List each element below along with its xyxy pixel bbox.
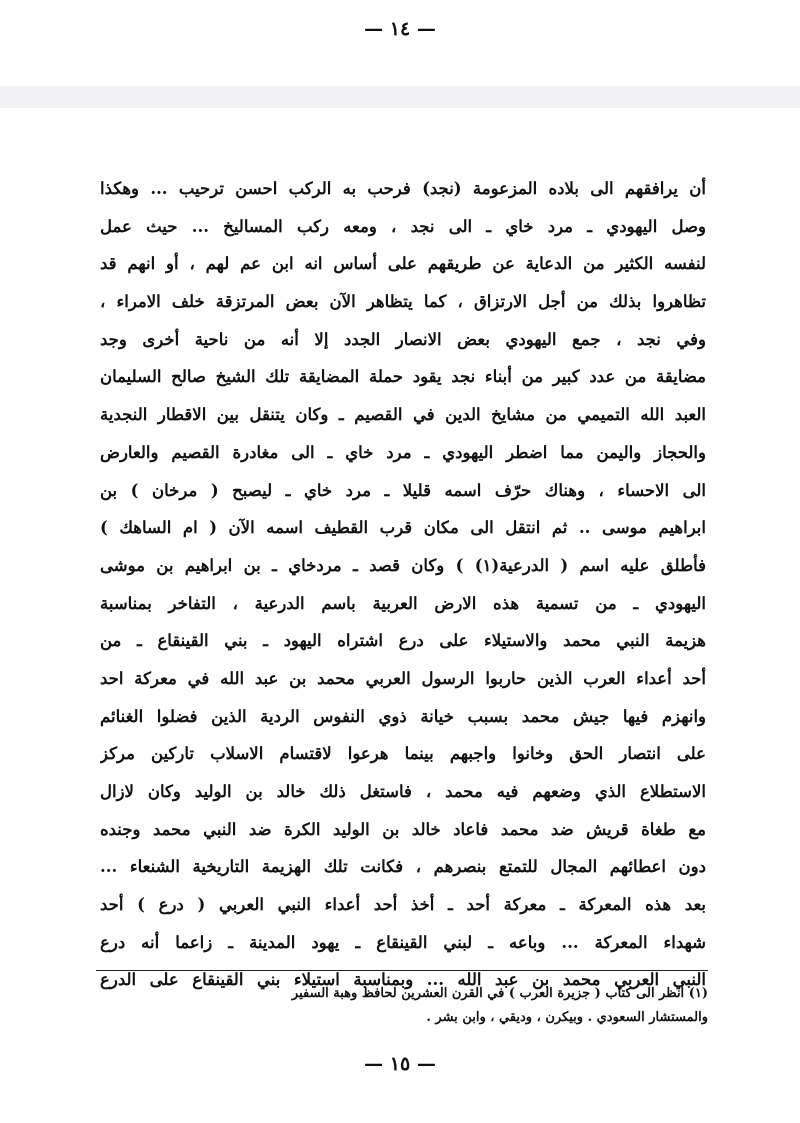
text-line: شهداء المعركة ... وباعه ـ لبني القينقاع ـ يهود المدينة ـ زاعما أنه درع xyxy=(100,932,706,952)
text-line: لنفسه الكثير من الدعاية عن طريقهم على أساس انه ابن عم لهم ، أو انهم قد xyxy=(100,254,706,274)
text-line: مع طغاة قريش ضد محمد فاعاد خالد بن الوليد الكرة ضد النبي محمد وجنده xyxy=(100,819,706,839)
footnote-divider xyxy=(96,970,708,971)
text-line: دون اعطائهم المجال للتمتع بنصرهم ، فكانت تلك الهزيمة التاريخية الشنعاء ... xyxy=(100,857,706,877)
text-line: العبد الله التميمي من مشايخ الدين في القصيم ـ وكان يتنقل بين الاقطار النجدية xyxy=(100,405,706,425)
text-line: فأطلق عليه اسم ( الدرعية(١) ) وكان قصد ـ مردخاي ـ بن ابراهيم بن موشى xyxy=(100,555,706,575)
footnote-line: والمستشار السعودي . وبيكرن ، وديقي ، وابن بشر . xyxy=(426,1010,708,1025)
footnote xyxy=(108,982,708,1030)
text-line: النبي العربي محمد بن عبد الله ... وبمناسبة استيلاء بني القينقاع على الدرع xyxy=(100,970,706,990)
text-line: أن يرافقهم الى بلاده المزعومة (نجد) فرحب به الركب احسن ترحيب ... وهكذا xyxy=(100,179,706,198)
text-line: وصل اليهودي ـ مرد خاي ـ الى نجد ، ومعه ركب المساليخ ... حيث عمل xyxy=(100,216,706,236)
text-line: وفي نجد ، جمع اليهودي بعض الانصار الجدد إلا أنه من ناحية أخرى وجد xyxy=(100,329,706,349)
text-line: اليهودي ـ من تسمية هذه الارض العربية باسم الدرعية ، التفاخر بمناسبة xyxy=(100,593,706,613)
text-line: الاستطلاع الذي وضعهم فيه محمد ، فاستغل ذلك خالد بن الوليد وكان لازال xyxy=(100,782,706,801)
text-line: والحجاز واليمن مما اضطر اليهودي ـ مرد خاي ـ الى مغادرة القصيم والعارض xyxy=(100,442,706,462)
bottom-page-number: — ١٥ — xyxy=(364,1053,436,1075)
top-page-number: — ١٤ — xyxy=(364,18,436,40)
text-line: على انتصار الحق وخانوا واجبهم بينما هرعوا لاقتسام الاسلاب تاركين مركز xyxy=(100,744,706,764)
text-line: الى الاحساء ، وهناك حرّف اسمه قليلا ـ مرد خاي ـ ليصبح ( مرخان ) بن xyxy=(100,480,706,500)
text-line: مضايقة من عدد كبير من أبناء نجد يقود حملة المضايقة تلك الشيخ صالح السليمان xyxy=(100,367,706,387)
footnote-line: (١) انظر الى كتاب ( جزيرة العرب ) في القرن العشرين لحافظ وهبة السفير xyxy=(291,986,708,1001)
text-line: وانهزم فيها جيش محمد بسبب خيانة ذوي النفوس الردية الذين فضلوا الغنائم xyxy=(100,706,706,726)
text-line: بعد هذه المعركة ـ معركة أحد ـ أخذ أحد أعداء النبي العربي ( درع ) أحد xyxy=(100,895,706,915)
body-text xyxy=(100,170,706,999)
text-line: أحد أعداء العرب الذين حاربوا الرسول العربي محمد بن عبد الله في معركة احد xyxy=(100,668,706,688)
scan-band xyxy=(0,86,800,108)
text-line: هزيمة النبي محمد والاستيلاء على درع اشتراه اليهود ـ بني القينقاع ـ من xyxy=(100,631,706,651)
text-line: تظاهروا بذلك من أجل الارتزاق ، كما يتظاهر الآن بعض المرتزقة خلف الامراء ، xyxy=(100,292,706,312)
text-line: ابراهيم موسى .. ثم انتقل الى مكان قرب القطيف اسمه الآن ( ام الساهك ) xyxy=(100,518,706,538)
